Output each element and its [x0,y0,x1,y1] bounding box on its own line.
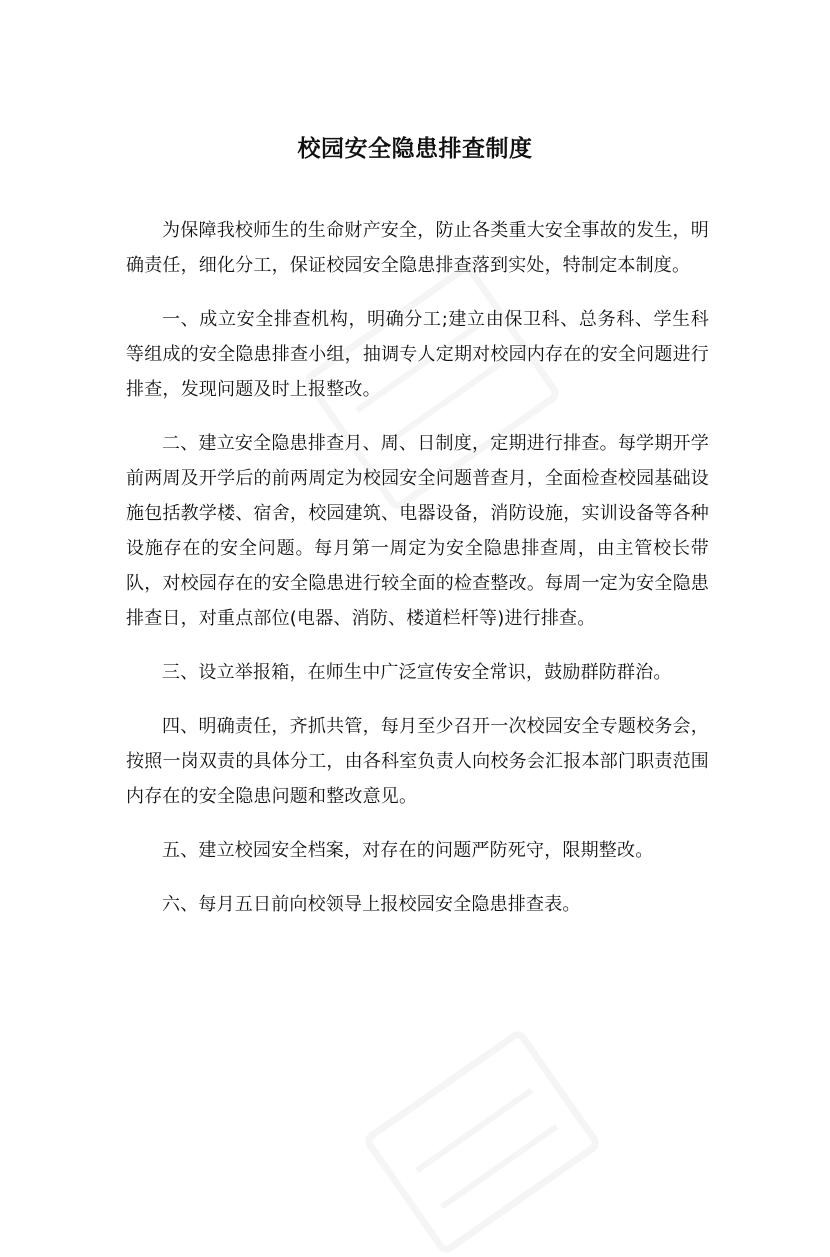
watermark-stamp-icon [361,1027,603,1256]
rule-4-paragraph: 四、明确责任，齐抓共管，每月至少召开一次校园安全专题校务会，按照一岗双责的具体分工，由各科室负责人向校务会汇报本部门职责范围内存在的安全隐患问题和整改意见。 [126,716,709,807]
rule-5-paragraph: 五、建立校园安全档案，对存在的问题严防死守，限期整改。 [162,840,654,861]
intro-paragraph: 为保障我校师生的生命财产安全，防止各类重大安全事故的发生，明确责任，细化分工，保证校园安全隐患排查落到实处，特制定本制度。 [126,220,709,276]
rule-6-paragraph: 六、每月五日前向校领导上报校园安全隐患排查表。 [162,894,581,915]
document-title: 校园安全隐患排查制度 [297,136,533,163]
rule-3-paragraph: 三、设立举报箱，在师生中广泛宣传安全常识，鼓励群防群治。 [162,662,672,683]
rule-1-paragraph: 一、成立安全排查机构，明确分工;建立由保卫科、总务科、学生科等组成的安全隐患排查小组，抽调专人定期对校园内存在的安全问题进行排查，发现问题及时上报整改。 [126,309,709,400]
document-body [126,213,709,922]
rule-2-paragraph: 二、建立安全隐患排查月、周、日制度，定期进行排查。每学期开学前两周及开学后的前两周定为校园安全问题普查月，全面检查校园基础设施包括教学楼、宿舍，校园建筑、电器设备，消防设施，实训设备等各种设施存在的安全问题。每月第一周定为安全隐患排查周，由主管校长带队，对校园存在的安全隐患进行较全面的检查整改。每周一定为安全隐患排查日，对重点部位(电器、消防、楼道栏杆等)进行排查。 [126,433,709,629]
